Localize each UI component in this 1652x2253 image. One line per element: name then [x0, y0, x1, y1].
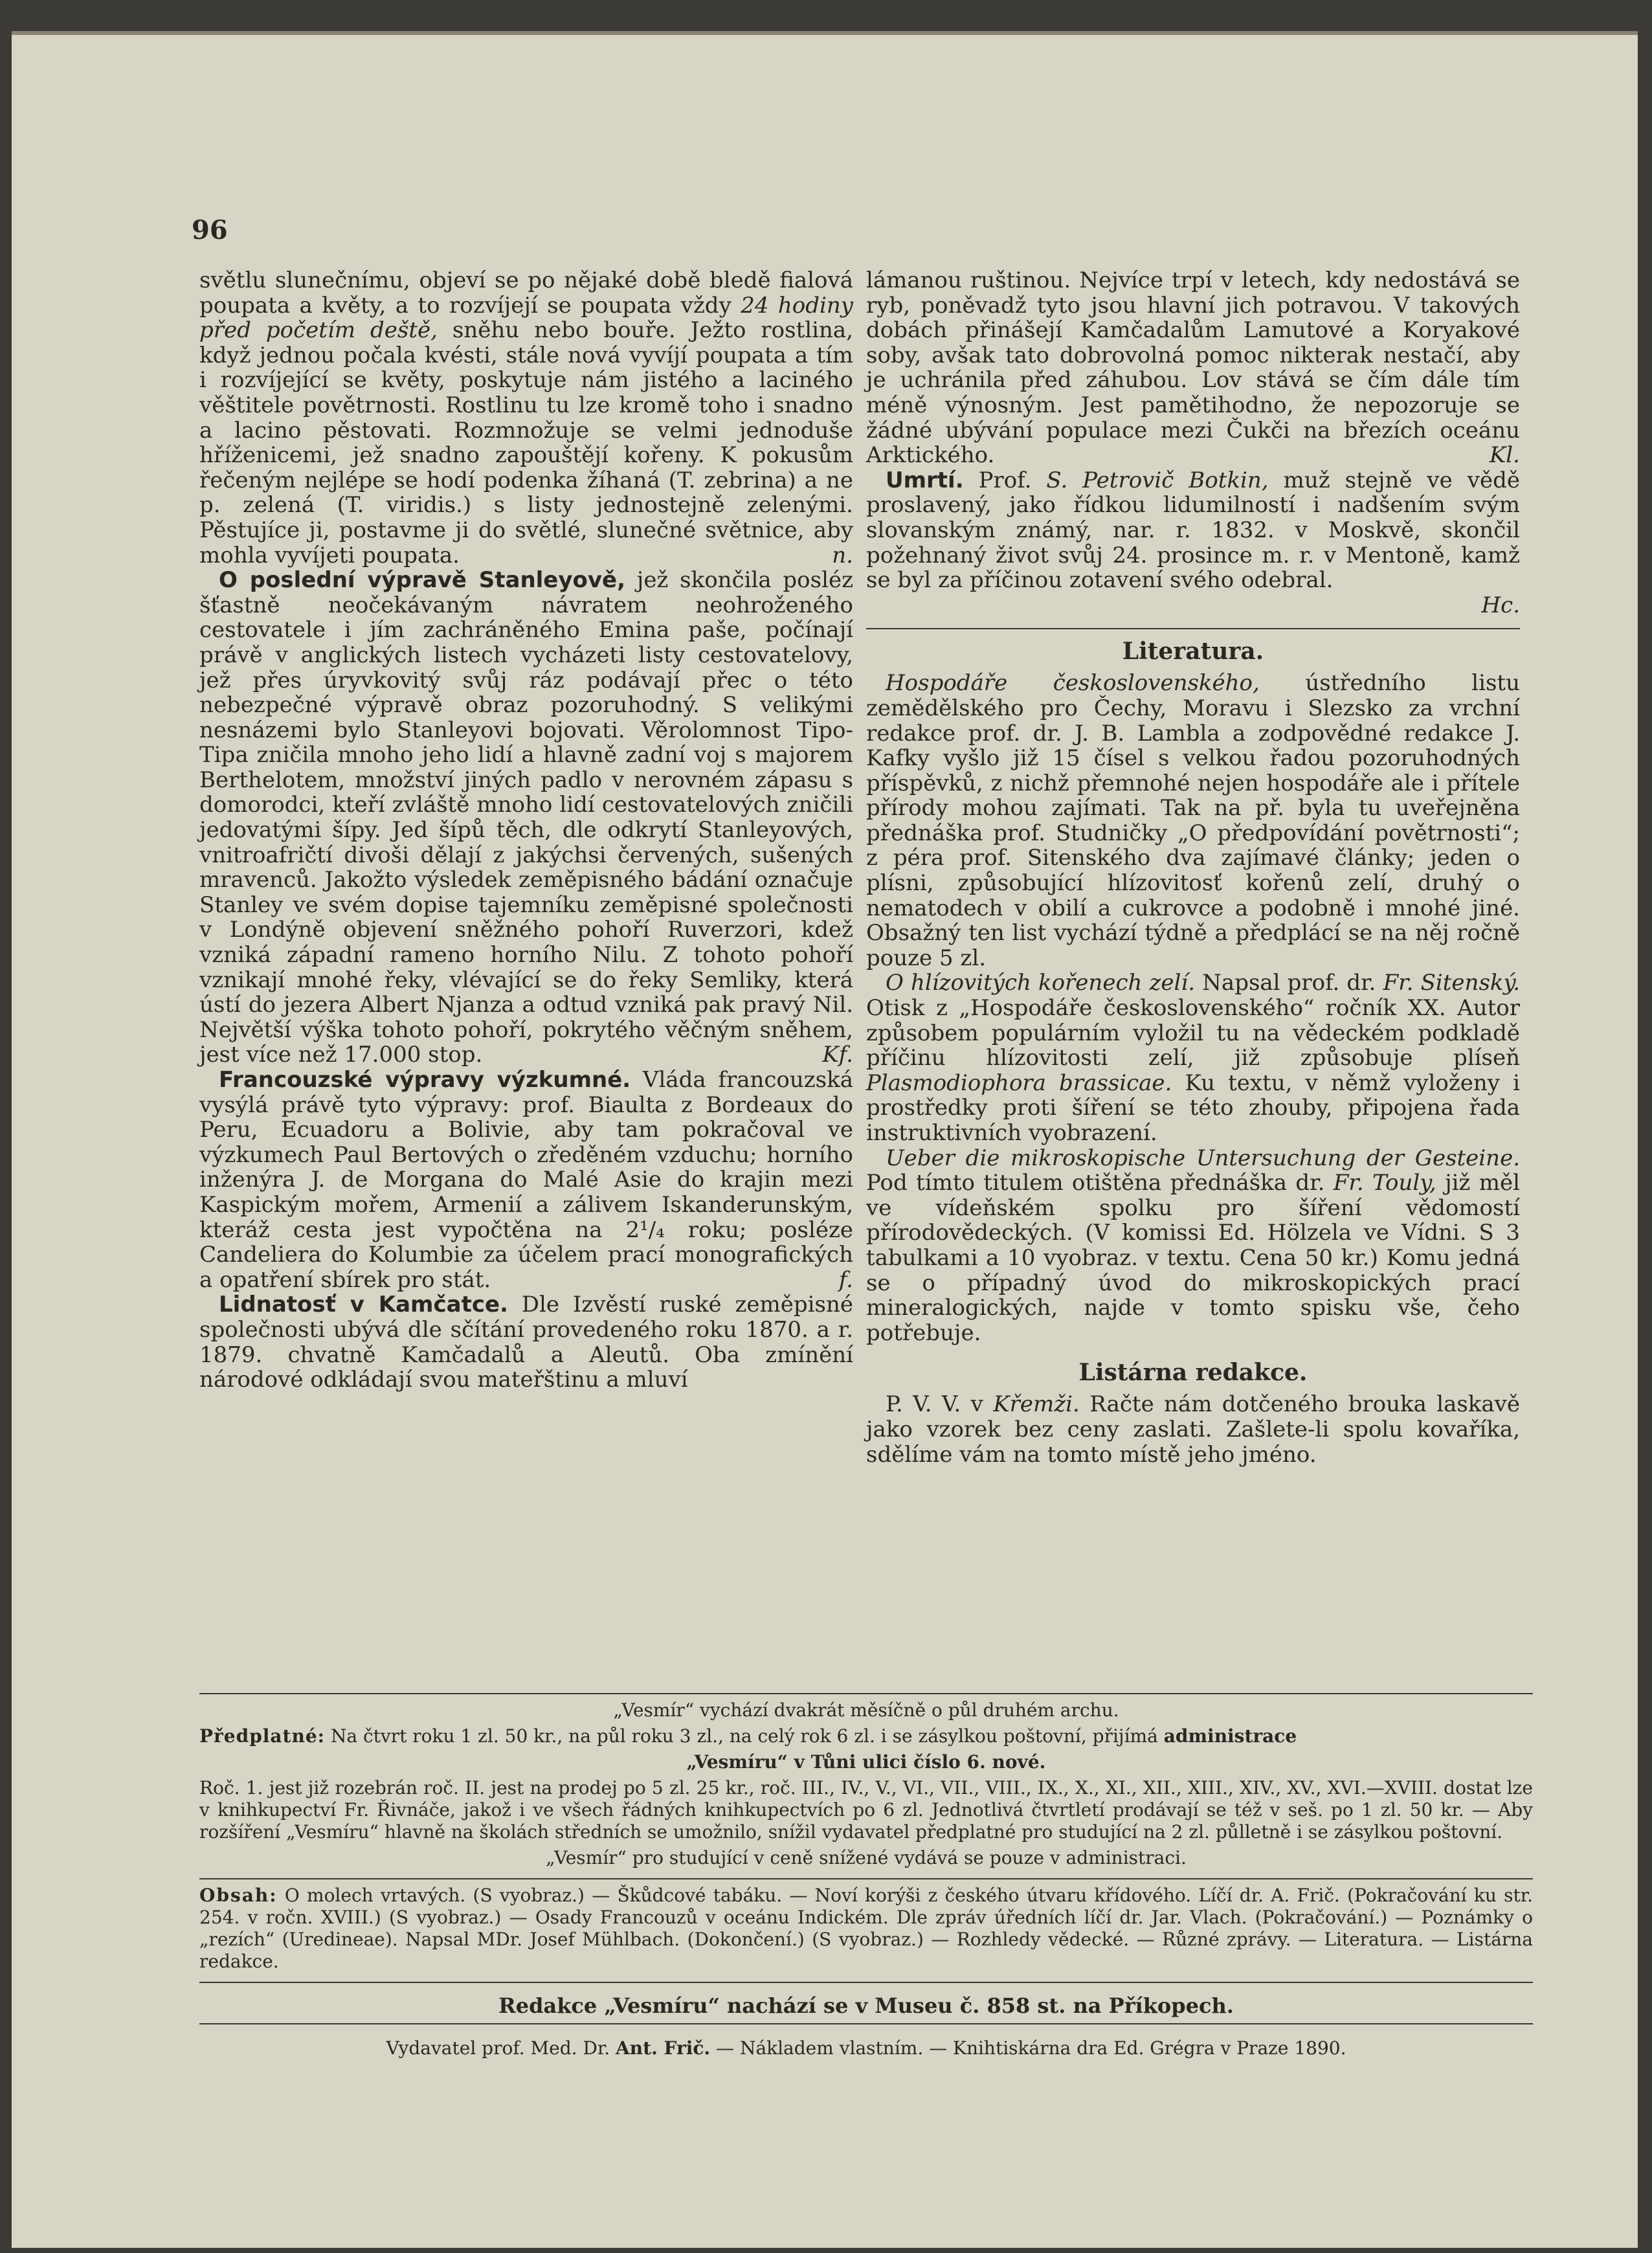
contents-text: O molech vrtavých. (S vyobraz.) — Škůdcové tabáku. — Noví korýši z českého útvaru křídového. Líčí dr. A. Frič. (Pokračování ku str. 254. v ročn. XVIII.) (S vyobraz.) — Osady Francouzů v oceánu Indickém. Dle zpráv úředních líčí dr. Jar. Vlach. (Pokračování.) — Poznámky o „rezích“ (Uredineae). Napsal MDr. Josef Mühlbach. (Dokončení.) (S vyobraz.) — Rozhledy vědecké. — Různé zprávy. — Literatura. — Listárna redakce.: [199, 1885, 1533, 1972]
author-signature: Kf.: [822, 1042, 853, 1068]
paragraph-text: již měl ve vídeňském spolku pro šíření vědomostí přírodovědeckých. (V komissi Ed. Hölzela ve Vídni. S 3 tabulkami a 10 vyobraz. v textu. Cena 50 kr.) Komu jedná se o případný úvod do mikroskopických prací mineralogických, najde v tomto spisku vše, čeho potřebuje.: [866, 1170, 1520, 1346]
author-signature: n.: [832, 542, 853, 568]
contents-block: [199, 1885, 1533, 1973]
colophon: [199, 2037, 1533, 2059]
article-heading: Lidnatosť v Kamčatce.: [219, 1292, 508, 1318]
paragraph-text: Otisk z „Hospodáře československého“ ročník XX. Autor způsobem populárním vyložil tu na vědeckém podkladě příčinu hlízovitosti zelí, již způsobuje plíseň: [866, 995, 1520, 1071]
italic-text: Plasmodiophora brassicae.: [866, 1070, 1172, 1096]
section-divider: [866, 628, 1520, 629]
article-heading: O poslední výpravě Stanleyově,: [219, 567, 626, 594]
italic-text: 24 hodiny před početím deště,: [199, 292, 853, 344]
listarna-heading: Listárna redakce.: [1078, 1359, 1308, 1387]
paragraph-text: muž stejně ve vědě proslavený, jako řídkou lidumilností i nadšením svým slovanským známý, nar. r. 1832. v Moskvě, skončil požehnaný život svůj 24. prosince m. r. v Mentoně, kamž se byl za příčinou zotavení svého odebral.: [866, 467, 1520, 594]
paragraph-text: P. V. V. v: [886, 1391, 994, 1418]
back-issues-notice: Roč. 1. jest již rozebrán roč. II. jest na prodej po 5 zl. 25 kr., roč. III., IV., V., VI., VII., VIII., IX., X., XI., XII., XIII., XIV., XV., XVI.—XVIII. dostat lze v knihkupectví Fr. Řivnáče, jakož i ve všech řádných knihkupectvích po 6 zl. Jednotlivá čtvrtletí prodávají se též v seš. po 1 zl. 50 kr. — Aby rozšíření „Vesmíru“ hlavně na školách středních se umožnilo, snížil vydavatel předplatné pro studující na 2 zl. půlletně i se zásylkou poštovní.: [199, 1777, 1533, 1843]
paragraph-text: Napsal prof. dr.: [1195, 970, 1383, 996]
student-notice: „Vesmír“ pro studující v ceně snížené vydává se pouze v administraci.: [546, 1847, 1187, 1868]
italic-text: O hlízovitých kořenech zelí.: [886, 970, 1196, 996]
subscription-notice: [199, 1725, 1533, 1747]
paragraph-text: lámanou ruštinou. Nejvíce trpí v letech, kdy nedostává se ryb, poněvadž tyto jsou hlavní jich potravou. V takových dobách přinášejí Kamčadalům Lamutové a Koryakové soby, avšak tato dobrovolná pomoc nikterak nestačí, aby je uchránila před záhubou. Lov stává se čím dále tím méně výnosným. Jest pamětihodno, že nepozoruje se žádné ubývání populace mezi Čukči na březích oceánu Arktického.: [866, 267, 1520, 469]
paragraph-text: Račte nám dotčeného brouka laskavě jako vzorek bez ceny zaslati. Zašlete-li spolu kovaříka, sdělíme vám na tomto místě jeho jméno.: [866, 1391, 1520, 1468]
author-signature: Hc.: [1481, 592, 1520, 618]
right-column: [866, 268, 1520, 1467]
colophon-text: Vydavatel prof. Med. Dr.: [386, 2037, 616, 2059]
paragraph-text: ústředního listu zemědělského pro Čechy, Moravu i Slezsko za vrchní redakce prof. dr. J. B. Lambla a zodpovědné redakce J. Kafky vyšlo již 15 čísel s velkou řadou pozoruhodných příspěvků, z nichž přemnohé nejen hospodáře ale i přítele přírody mohou zajímati. Tak na př. byla tu uveřejněna přednáška prof. Studničky „O předpovídání povětrnosti“; z péra prof. Sitenského dva zajímavé články; jeden o plísni, způsobující hlízovitosť kořenů zelí, druhý o nematodech v obilí a cukrovce a podobně i mnohé jiné. Obsažný ten list vychází týdně a předplácí se na něj ročně pouze 5 zl.: [866, 670, 1520, 971]
page-number: 96: [192, 215, 228, 245]
italic-text: S. Petrovič Botkin,: [1046, 467, 1269, 493]
paragraph-text: světlu slunečnímu, objeví se po nějaké době bledě fialová poupata a květy, a to rozvíjejí se poupata vždy: [199, 267, 853, 319]
footer-divider: [199, 1982, 1533, 1983]
colophon-publisher: Ant. Frič.: [616, 2037, 711, 2059]
left-column: [199, 268, 853, 1393]
paragraph-text: Pod tímto titulem otištěna přednáška dr.: [866, 1170, 1334, 1196]
paragraph-plant: [199, 268, 853, 568]
article-heading: Francouzské výpravy výzkumné.: [219, 1067, 631, 1093]
paragraph-listarna: [866, 1392, 1520, 1467]
italic-text: Hospodáře československého,: [886, 670, 1260, 697]
paragraph-kamchatka-cont: [866, 268, 1520, 468]
paragraph-obituary: [866, 468, 1520, 593]
subscription-text: Na čtvrt roku 1 zl. 50 kr., na půl roku 3 zl., na celý rok 6 zl. i se zásylkou poštovní, přijímá: [325, 1725, 1164, 1747]
italic-text: Fr. Touly,: [1333, 1170, 1436, 1196]
literatura-heading: Literatura.: [1122, 638, 1264, 666]
paragraph-lit-hospodar: [866, 671, 1520, 970]
colophon-text: — Nákladem vlastním. — Knihtiskárna dra Ed. Grégra v Praze 1890.: [710, 2037, 1346, 2059]
contents-label: Obsah:: [199, 1885, 278, 1906]
paragraph-text: sněhu nebo bouře. Ježto rostlina, když jednou počala kvésti, stále nová vyvíjí poupata a tím i rozvíjející se květy, poskytuje nám jistého a laciného věštitele povětrnosti. Rostlinu tu lze kromě toho i snadno a lacino pěstovati. Rozmnožuje se velmi jednoduše hříženicemi, jež snadno zapouštějí kořeny. K pokusům řečeným nejlépe se hodí podenka žíhaná (T. zebrina) a ne p. zelená (T. viridis.) s listy jednostejně zelenými. Pěstujíce ji, postavme ji do světlé, slunečné světnice, aby mohla vyvíjeti poupata.: [199, 317, 853, 568]
footer-divider: [199, 2023, 1533, 2024]
italic-text: Fr. Sitenský.: [1383, 970, 1521, 996]
footer-divider: [199, 1878, 1533, 1879]
paragraph-french-expeditions: [199, 1068, 853, 1292]
italic-text: Ueber die mikroskopische Untersuchung der Gesteine.: [886, 1145, 1520, 1171]
page-sheet: [12, 31, 1638, 2248]
subscription-label: Předplatné:: [199, 1725, 325, 1747]
paragraph-text: Ku textu, v němž vyloženy i prostředky proti šíření se této zhouby, připojena řada instruktivních vyobrazení.: [866, 1070, 1520, 1146]
paragraph-stanley: [199, 568, 853, 1068]
paragraph-lit-gesteine: [866, 1146, 1520, 1346]
signature-line: [866, 593, 1520, 618]
publication-notice: „Vesmír“ vychází dvakrát měsíčně o půl druhém archu.: [613, 1699, 1119, 1721]
paragraph-text: jež skončila posléz šťastně neočekávaným návratem neohroženého cestovatele i jím zachráněného Emina paše, počínají právě v anglických listech vycházeti listy cestovatelovy, jež přes úryvkovitý svůj ráz podávají přec o této nebezpečné výpravě obraz pozoruhodný. S velikými nesnázemi bylo Stanleyovi bojovati. Věrolomnost Tipo-Tipa zničila mnoho jeho lidí a hlavně zadní voj s majorem Berthelotem, množství jiných padlo v nerovném zápasu s domorodci, kteří zvláště mnoho lidí cestovatelových zničili jedovatými šípy. Jed šípů těch, dle odkrytí Stanleyových, vnitroafričtí divoši dělají z jakýchsi červených, sušených mravenců. Jakožto výsledek zeměpisného bádání označuje Stanley ve svém dopise tajemníku zeměpisné společnosti v Londýně objevení sněžného pohoří Ruverzori, kdež vzniká západní rameno horního Nilu. Z tohoto pohoří vznikají mnohé řeky, vlévající se do řeky Semliky, která ústí do jezera Albert Njanza a odtud vzniká pak pravý Nil. Největší výška tohoto pohoří, pokrytého věčným sněhem, jest více než 17.000 stop.: [199, 567, 853, 1068]
author-signature: Kl.: [1489, 442, 1520, 469]
paragraph-kamchatka: [199, 1292, 853, 1392]
paragraph-text: Dle Izvěstí ruské zeměpisné společnosti ubývá dle sčítání provedeného roku 1870. a r. 1879. chvatně Kamčadalů a Aleutů. Oba zmínění národové odkládají svou mateřštinu a mluví: [199, 1292, 853, 1393]
paragraph-text: Vláda francouzská vysýlá právě tyto výpravy: prof. Biaulta z Bordeaux do Peru, Ecuadoru a Bolivie, aby tam pokračoval ve výzkumech Paul Bertových o zředěném vzduchu; horního inženýra J. de Morgana do Malé Asie do krajin mezi Kaspickým mořem, Armenií a zálivem Iskanderunským, kteráž cesta jest vypočtěna na 2¹/₄ roku; posléze Candeliera do Kolumbie za účelem prací monografických a opatření sbírek pro stát.: [199, 1067, 854, 1293]
administration-address: „Vesmíru“ v Tůni ulici číslo 6. nové.: [686, 1751, 1046, 1773]
footer-divider: [199, 1693, 1533, 1694]
author-signature: f.: [838, 1266, 853, 1293]
paragraph-lit-hlizovitost: [866, 970, 1520, 1145]
article-heading: Umrtí.: [886, 467, 964, 493]
italic-text: Křemži.: [993, 1391, 1080, 1418]
subscription-bold: administrace: [1163, 1725, 1297, 1747]
paragraph-text: Prof.: [963, 467, 1047, 493]
editorial-office-line: Redakce „Vesmíru“ nachází se v Museu č. 858 st. na Příkopech.: [498, 1993, 1234, 2018]
footer-block: [199, 1689, 1533, 2059]
